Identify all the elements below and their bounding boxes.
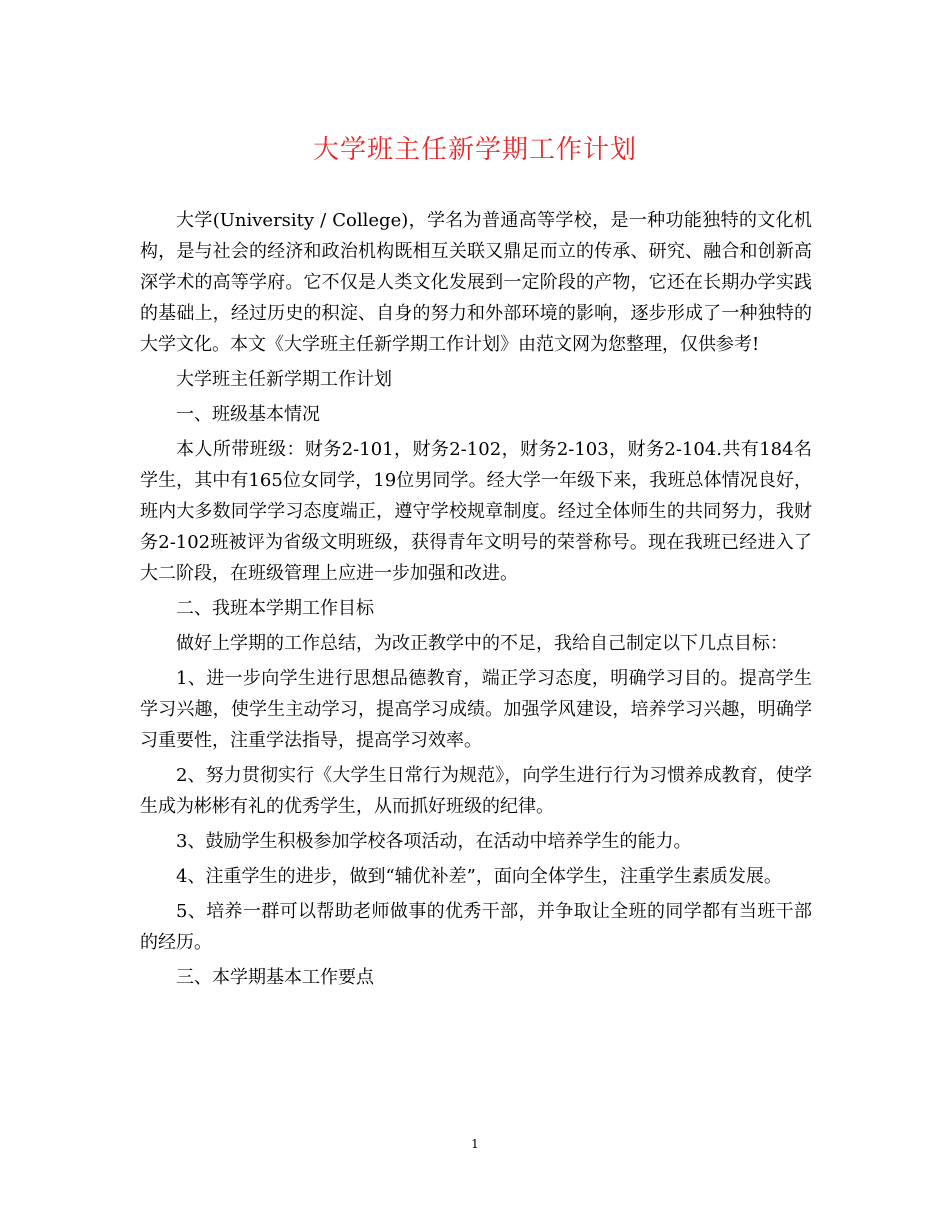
class-info-paragraph: 本人所带班级：财务2-101，财务2-102，财务2-103，财务2-104.共有184名学生，其中有165位女同学，19位男同学。经大学一年级下来，我班总体情况良好，班内大多数同学学习态度端正，遵守学校规章制度。经过全体师生的共同努力，我财务2-102班被评为省级文明班级，获得青年文明号的荣誉称号。现在我班已经进入了大二阶段，在班级管理上应进一步加强和改进。 <box>140 439 812 584</box>
goal-item-2: 2、努力贯彻实行《大学生日常行为规范》，向学生进行行为习惯养成教育，使学生成为彬彬有礼的优秀学生，从而抓好班级的纪律。 <box>140 765 812 817</box>
goal-item-3: 3、鼓励学生积极参加学校各项活动，在活动中培养学生的能力。 <box>176 831 692 852</box>
intro-paragraph: 大学(University / College)，学名为普通高等学校，是一种功能独特的文化机构，是与社会的经济和政治机构既相互关联又鼎足而立的传承、研究、融合和创新高深学术的高等学府。它不仅是人类文化发展到一定阶段的产物，它还在长期办学实践的基础上，经过历史的积淀、自身的努力和外部环境的影响，逐步形成了一种独特的大学文化。本文《大学班主任新学期工作计划》由范文网为您整理，仅供参考! <box>140 210 812 355</box>
document-body <box>140 205 812 997</box>
plan-title-line: 大学班主任新学期工作计划 <box>176 369 392 390</box>
section-heading-3: 三、本学期基本工作要点 <box>176 967 374 988</box>
section-heading-1: 一、班级基本情况 <box>176 404 320 425</box>
goal-item-1: 1、进一步向学生进行思想品德教育，端正学习态度，明确学习目的。提高学生学习兴趣，使学生主动学习，提高学习成绩。加强学风建设，培养学习兴趣，明确学习重要性，注重学法指导，提高学习效率。 <box>140 668 812 751</box>
page-number: 1 <box>471 1137 479 1151</box>
goal-item-4: 4、注重学生的进步，做到“辅优补差”，面向全体学生，注重学生素质发展。 <box>176 866 782 887</box>
section-heading-2: 二、我班本学期工作目标 <box>176 598 374 619</box>
goals-intro-paragraph: 做好上学期的工作总结，为改正教学中的不足，我给自己制定以下几点目标： <box>176 633 788 654</box>
document-title: 大学班主任新学期工作计划 <box>312 135 637 165</box>
goal-item-5: 5、培养一群可以帮助老师做事的优秀干部，并争取让全班的同学都有当班干部的经历。 <box>140 901 812 953</box>
